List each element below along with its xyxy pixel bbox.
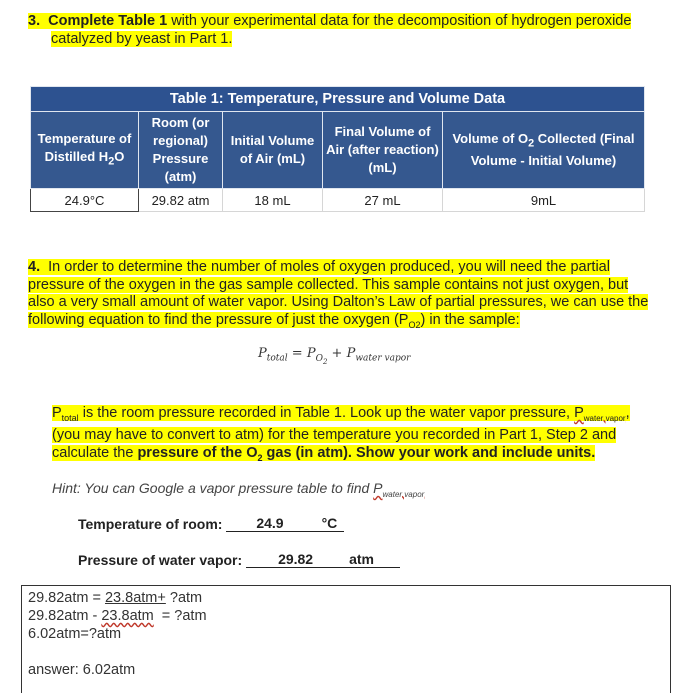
data-table xyxy=(30,86,645,212)
cell-pressure[interactable]: 29.82 atm xyxy=(139,189,223,212)
question-4-number: 4. xyxy=(28,259,41,275)
water-vapor-input[interactable]: 29.82 atm xyxy=(246,551,400,568)
water-vapor-label: Pressure of water vapor: xyxy=(78,552,243,568)
table-reference: Table 1 xyxy=(118,13,168,29)
cell-o2-collected[interactable]: 9mL xyxy=(443,189,645,212)
header-room-pressure: Room (or regional) Pressure (atm) xyxy=(139,112,223,189)
header-temperature: Temperature of Distilled $H_2O$ xyxy=(31,112,139,189)
cell-temperature[interactable]: 24.9°C xyxy=(31,189,139,212)
work-answer-line: answer: 6.02atm xyxy=(28,662,136,678)
work-line-3: 6.02atm=?atm xyxy=(28,626,122,642)
temperature-field-row xyxy=(78,515,344,532)
cell-initial-volume[interactable]: 18 mL xyxy=(223,189,323,212)
question-3-lead: Complete xyxy=(48,13,115,29)
question-4 xyxy=(28,259,658,334)
question-3: 3. Complete Table 1 with your experimental data for the decomposition of hydrogen peroxide catalyzed by yeast in Part 1. xyxy=(28,13,632,47)
work-line-blank xyxy=(28,643,664,661)
work-answer-box[interactable] xyxy=(21,585,671,693)
work-line-1: 29.82atm = 23.8atm+ ?atm xyxy=(28,590,203,606)
question-3-number: 3. xyxy=(28,13,41,29)
temperature-label: Temperature of room: xyxy=(78,516,223,532)
daltons-law-equation: $P_{total} = P_{O_2} + P_{water vapor}$ xyxy=(258,346,411,366)
ptotal-instructions: $P_{total}$ is the room pressure recorded in Table 1. Look up the water vapor pressure, $P_{water vapor}$, (you may have to convert to atm) for the temperature you recorded in Part 1, Step 2 and calculate the pressure of the $O_2$ gas (in atm). Show your work and include units. xyxy=(52,405,630,463)
table-title: Table 1: Temperature, Pressure and Volume Data xyxy=(31,87,645,112)
header-initial-volume: Initial Volume of Air (mL) xyxy=(223,112,323,189)
water-vapor-field-row xyxy=(78,551,400,568)
question-4-text: In order to determine the number of moles of oxygen produced, you will need the partial pressure of the oxygen in the gas sample collected. This sample contains not just oxygen, but also a very small amount of water vapor. Using Dalton’s Law of partial pressures, we can use the following equation to find the pressure of just the oxygen $(P_{O2})$ in the sample: xyxy=(28,259,649,330)
table-row xyxy=(31,189,645,212)
hint-text: Hint: You can Google a vapor pressure table to find $P_{water vapor}$ xyxy=(52,480,425,499)
header-final-volume: Final Volume of Air (after reaction) (mL) xyxy=(323,112,443,189)
cell-final-volume[interactable]: 27 mL xyxy=(323,189,443,212)
temperature-input[interactable]: 24.9 °C xyxy=(226,515,344,532)
work-line-2: 29.82atm - 23.8atm = ?atm xyxy=(28,608,207,624)
question-3-text: catalyzed by yeast in Part 1. xyxy=(51,31,233,47)
header-o2-collected: Volume of $O_2$ Collected (Final Volume - Initial Volume) xyxy=(443,112,645,189)
